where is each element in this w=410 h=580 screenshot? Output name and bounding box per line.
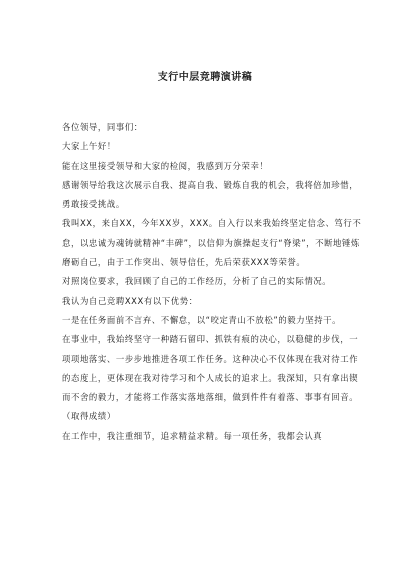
paragraph-review: 对照岗位要求，我回顾了自己的工作经历，分析了自己的实际情况。 [62, 276, 332, 287]
paragraph-honor: 能在这里接受领导和大家的检阅，我感到万分荣幸！ [62, 160, 269, 171]
document-body [62, 118, 362, 446]
paragraph-salutation: 各位领导，同事们： [62, 122, 143, 132]
paragraph-career: 在事业中，我始终坚守一种踏石留印、抓铁有痕的决心，以稳健的步伐，一项项地落实、一步步地推进各项工作任务。这种决心不仅体现在我对待工作的态度上，更体现在我对待学习和个人成长的追求上。我深知，只有拿出锲而不舍的毅力，才能将工作落实落地落细，做到件件有着落、事事有回音。（取得成绩） [62, 334, 359, 422]
paragraph-thanks: 感谢领导给我这次展示自我、提高自我、锻炼自我的机会，我将倍加珍惜，勇敢接受挑战。 [62, 179, 359, 210]
paragraph-advantages-intro: 我认为自己竞聘XXX有以下优势： [62, 295, 198, 306]
paragraph-advantage-one: 一是在任务面前不言弃、不懈怠，以“咬定青山不放松”的毅力坚持干。 [62, 314, 342, 325]
paragraph-greeting: 大家上午好！ [62, 141, 116, 152]
paragraph-self-intro: 我叫XX，来自XX，今年XX岁，XXX。自入行以来我始终坚定信念、笃行不怠，以忠诚为魂铸就精神“丰碑”，以信仰为旗操起支行“脊梁”，不断地锤炼磨砺自己，由于工作突出、领导信任，先后荣获XXX等荣誉。 [62, 218, 362, 268]
document-title: 支行中层竞聘演讲稿 [157, 72, 253, 83]
paragraph-details: 在工作中，我注重细节，追求精益求精。每一项任务，我都会认真 [62, 430, 323, 441]
